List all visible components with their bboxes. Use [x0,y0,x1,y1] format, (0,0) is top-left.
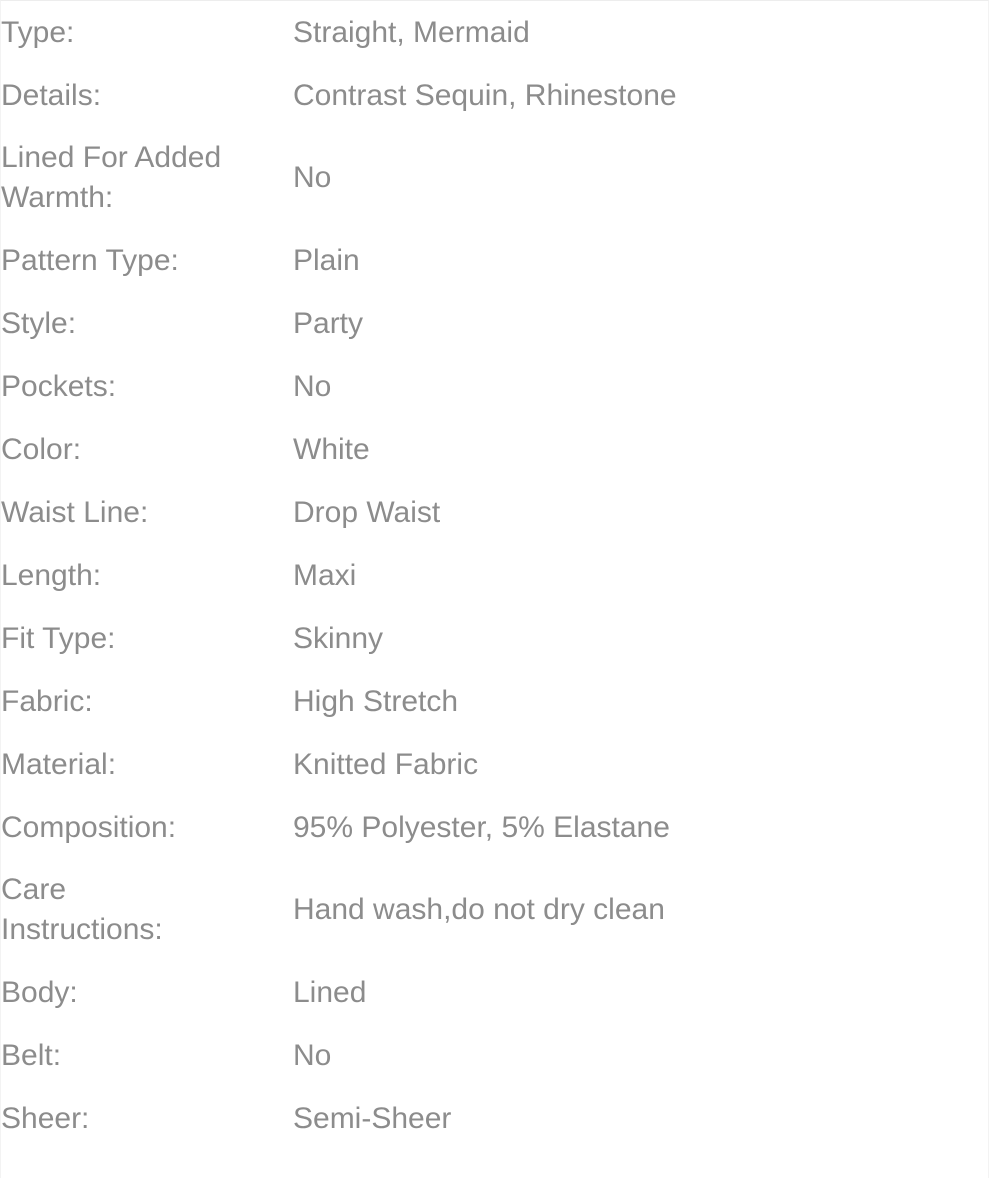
spec-label-text-line2: Warmth: [1,181,114,214]
table-row [1,64,988,127]
spec-label-cell [1,670,293,733]
spec-label-text: Belt: [1,1038,62,1072]
spec-value-cell: Drop Waist [293,495,441,529]
table-row [1,670,988,733]
spec-label-cell [1,1,293,64]
table-row [1,418,988,481]
spec-label-text: Style: [1,306,77,340]
spec-label-cell [1,1087,293,1150]
spec-value-cell: Semi-Sheer [293,1101,452,1135]
table-row [1,796,988,859]
spec-value-cell: Skinny [293,621,384,655]
table-row [1,733,988,796]
spec-label-text: Lined For Added [1,141,222,174]
table-row [1,1087,988,1150]
spec-label-cell [1,1024,293,1087]
table-row [1,355,988,418]
spec-label-cell [1,292,293,355]
spec-value-cell: Plain [293,243,360,277]
spec-label-cell [1,229,293,292]
spec-value-cell: Contrast Sequin, Rhinestone [293,78,677,112]
spec-value-cell: Lined [293,975,367,1009]
spec-value-cell: No [293,369,332,403]
spec-value-cell: Maxi [293,558,357,592]
spec-label-text: Material: [1,747,117,781]
spec-label-cell [1,733,293,796]
spec-label-cell [1,64,293,127]
spec-label-text: Composition: [1,810,177,844]
table-row [1,544,988,607]
spec-value-cell: No [293,1038,332,1072]
spec-label-text: Type: [1,15,75,49]
table-row [1,859,988,961]
spec-label-cell [1,127,293,229]
table-row [1,1024,988,1087]
table-row [1,292,988,355]
spec-value-cell: Party [293,306,364,340]
specification-table [1,1,988,1150]
specification-table-body [1,1,988,1150]
spec-label-cell [1,544,293,607]
spec-label-text: Details: [1,78,102,112]
spec-label-text: Length: [1,558,102,592]
spec-label-cell [1,418,293,481]
spec-label-text: Waist Line: [1,495,149,529]
spec-value-cell: Knitted Fabric [293,747,479,781]
spec-value-cell: No [293,161,332,194]
spec-label-cell [1,355,293,418]
spec-label-cell [1,607,293,670]
spec-value-cell: Hand wash,do not dry clean [293,893,665,926]
table-row [1,481,988,544]
spec-label-text: Body: [1,975,78,1009]
spec-label-text: Pattern Type: [1,243,179,277]
spec-label-text: Fabric: [1,684,93,718]
spec-value-cell: Straight, Mermaid [293,15,530,49]
spec-label-text: Care [1,873,67,906]
spec-label-text: Color: [1,432,82,466]
spec-value-cell: 95% Polyester, 5% Elastane [293,810,670,844]
table-row [1,961,988,1024]
spec-label-text: Pockets: [1,369,117,403]
table-row [1,127,988,229]
spec-label-cell [1,961,293,1024]
spec-label-text: Sheer: [1,1101,90,1135]
spec-label-cell [1,796,293,859]
table-row [1,229,988,292]
spec-value-cell: High Stretch [293,684,459,718]
spec-value-cell: White [293,432,370,466]
table-row [1,607,988,670]
spec-label-cell [1,859,293,961]
spec-label-text: Fit Type: [1,621,116,655]
spec-label-cell [1,481,293,544]
table-row [1,1,988,64]
spec-label-text-line2: Instructions: [1,913,163,946]
